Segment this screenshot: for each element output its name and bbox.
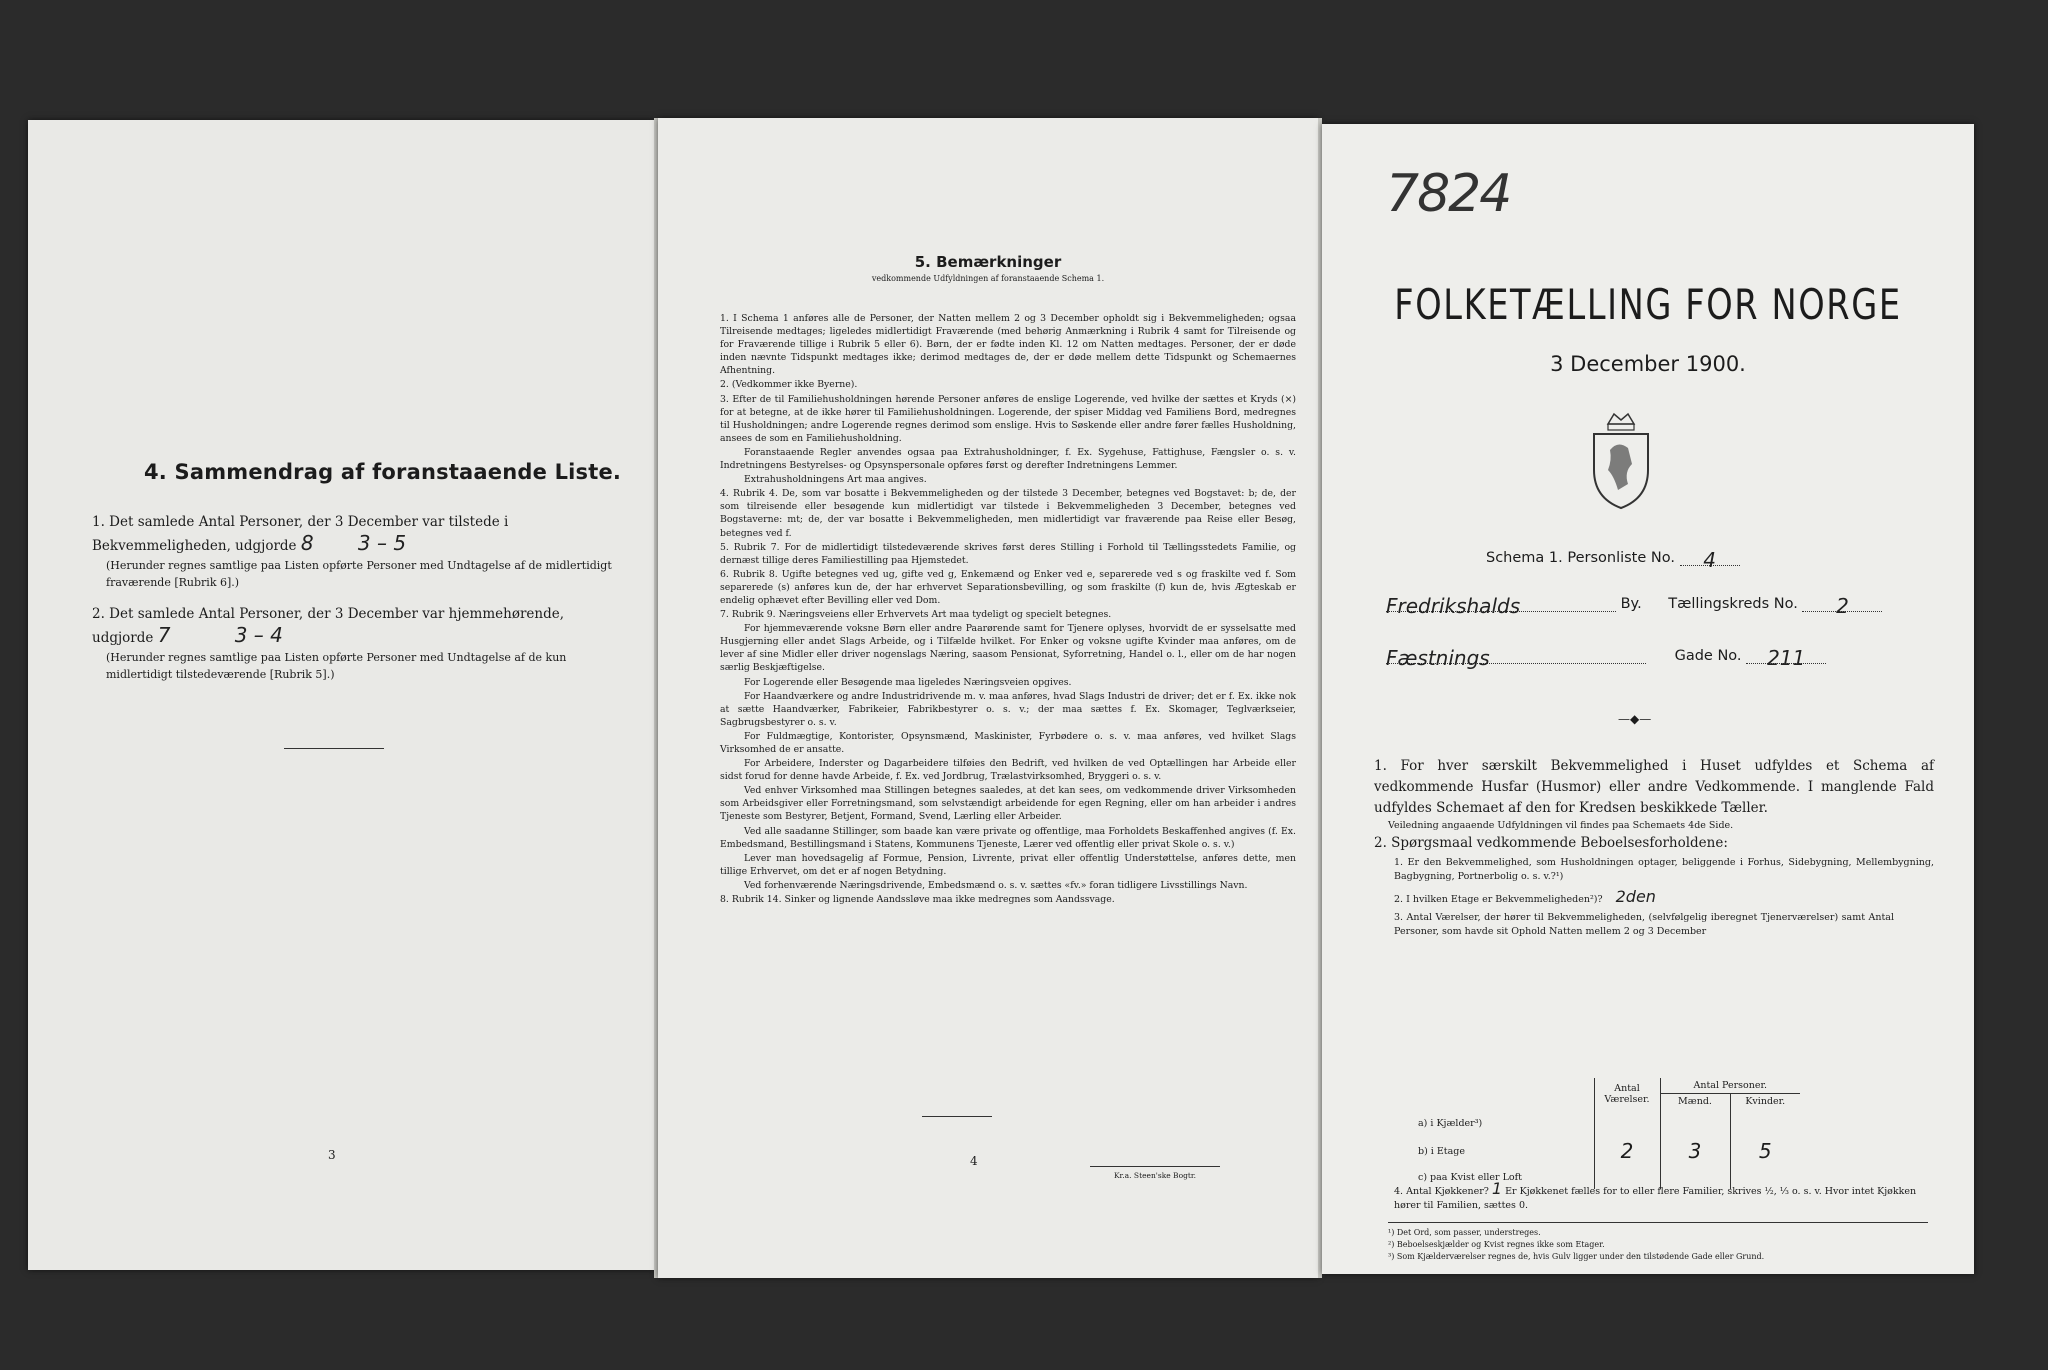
remark-paragraph: For Haandværkere og andre Industridrivende m. v. maa anføres, hvad Slags Industri de driver; det er f. Ex. ikke nok at sætte Haandværker, Fabrikeier, Fabrikbestyrer o. s. v.; der maa sættes f. Ex. Skomager, Teglværkseier, Sagbrugsbestyrer o. s. v.: [720, 690, 1296, 728]
question-4: [1394, 1179, 1934, 1213]
footnote: ²) Beboelseskjælder og Kvist regnes ikke som Etager.: [1388, 1240, 1605, 1249]
page-number-middle: 4: [970, 1154, 978, 1168]
instruction-1: 1. For hver særskilt Bekvemmelighed i Huset udfyldes et Schema af vedkommende Husfar (Husmor) eller andre Vedkommende. I manglende Fald udfyldes Schemaet af den for Kredsen beskikkede Tæller.: [1374, 758, 1934, 816]
summary-item-2-value: 7: [157, 623, 171, 647]
instruction-1-note: Veiledning angaaende Udfyldningen vil findes paa Schemaets 4de Side.: [1388, 820, 1734, 831]
remarks-subheading: vedkommende Udfyldningen af foranstaaende Schema 1.: [871, 274, 1105, 283]
page-number-left: 3: [328, 1148, 336, 1162]
remark-paragraph: Ved forhenværende Næringsdrivende, Embedsmænd o. s. v. sættes «fv.» foran tidligere Livsstillings Navn.: [744, 879, 1248, 891]
remark-paragraph: Ved enhver Virksomhed maa Stillingen betegnes saaledes, at det kan sees, om vedkommende driver Virksomheden som Arbeidsgiver eller Forretningsmand, som selvstændigt arbeidende for egen Regning, eller om han arbeider i andres Tjeneste som Bestyrer, Betjent, Formand, Svend, Lærling eller Arbeider.: [720, 785, 1296, 823]
personliste-number-field[interactable]: 4: [1680, 548, 1740, 566]
divider: [922, 1116, 992, 1117]
row-label: c) paa Kvist eller Loft: [1418, 1171, 1522, 1183]
instruction-2: 2. Spørgsmaal vedkommende Beboelsesforholdene:: [1374, 835, 1728, 851]
by-label: By.: [1620, 596, 1642, 612]
city-line: [1386, 594, 1882, 618]
question-2: [1374, 887, 1934, 907]
street-field[interactable]: Fæstnings: [1386, 646, 1646, 664]
remarks-heading: 5. Bemærkninger: [914, 253, 1062, 271]
row-label: b) i Etage: [1418, 1145, 1465, 1157]
remark-paragraph: Extrahusholdningens Art maa angives.: [744, 474, 927, 486]
remark-paragraph: For Fuldmægtige, Kontorister, Opsynsmænd, Maskinister, Fyrbødere o. s. v. maa anføres, ved hvilket Slags Virksomhed de er ansatte.: [720, 730, 1296, 755]
etage-field[interactable]: 2den: [1615, 887, 1656, 906]
summary-item-2: [92, 604, 622, 683]
district-label: Tællingskreds No.: [1668, 596, 1798, 612]
question-1: 1. Er den Bekvemmelighed, som Husholdningen optager, beliggende i Forhus, Sidebygning, Mellembygning, Bagbygning, Portnerbolig o. s. v.?¹): [1394, 857, 1934, 882]
district-number-field[interactable]: 2: [1802, 594, 1882, 612]
summary-item-1-text: 1. Det samlede Antal Personer, der 3 December var tilstede i Bekvemmeligheden, udgjorde: [92, 514, 509, 554]
remark-paragraph: Lever man hovedsagelig af Formue, Pension, Livrente, privat eller offentlig Understøttelse, anføres dette, men tillige Erhvervet, om det er af nogen Betydning.: [720, 852, 1296, 877]
summary-item-2-note: (Herunder regnes samtlige paa Listen opførte Personer med Undtagelse af de kun midlertidigt tilstedeværende [Rubrik 5].): [106, 651, 567, 681]
remarks-text: [720, 312, 1296, 907]
remark-paragraph: 2. (Vedkommer ikke Byerne).: [720, 379, 858, 391]
rooms-table: [1414, 1078, 1800, 1189]
table-spacer: [1414, 1094, 1594, 1110]
printer-imprint: Kr.a. Steen'ske Bogtr.: [1090, 1166, 1220, 1180]
street-line: [1386, 646, 1826, 670]
summary-item-1-value: 8: [300, 531, 314, 555]
ornament-divider-icon: —◆—: [1618, 712, 1652, 726]
rooms-cell[interactable]: [1594, 1109, 1660, 1137]
remark-paragraph: 8. Rubrik 14. Sinker og lignende Aandssløve maa ikke medregnes som Aandssvage.: [720, 894, 1115, 906]
question-3: 3. Antal Værelser, der hører til Bekvemmeligheden, (selvfølgelig iberegnet Tjenerværelser) samt Antal Personer, som havde sit Ophold Natten mellem 2 og 3 December: [1394, 912, 1894, 937]
schema-line: [1486, 548, 1740, 572]
col-header-rooms: Antal Værelser.: [1594, 1078, 1660, 1109]
summary-item-1-note: (Herunder regnes samtlige paa Listen opførte Personer med Undtagelse af de midlertidigt fraværende [Rubrik 6].): [106, 559, 612, 589]
remark-paragraph: For Arbeidere, Inderster og Dagarbeidere tilføies den Bedrift, ved hvilken de ved Optællingen har Arbeide eller sidst forud for denne havde Arbeide, f. Ex. ved Jordbrug, Trælastvirksomhed, Bryggeri o. s. v.: [720, 758, 1296, 783]
remark-paragraph: 6. Rubrik 8. Ugifte betegnes ved ug, gifte ved g, Enkemænd og Enker ved e, separerede ved s og fraskilte ved f. Som separerede (s) anføres kun de, der har erhvervet Separationsbevilling, og som fraskilte (f) kun de, hvis Ægteskab er endelig ophævet efter Bevilling eller ved Dom.: [720, 568, 1296, 606]
schema-label: Schema 1. Personliste No.: [1486, 550, 1675, 566]
archive-serial: 7824: [1386, 164, 1511, 224]
remark-paragraph: 3. Efter de til Familiehusholdningen hørende Personer anføres de enslige Logerende, ved hvilke der sættes et Kryds (×) for at betegne, at de ikke hører til Familiehusholdningen. Logerende, der spiser Middag ved Familiens Bord, medregnes til Husholdningen; andre Logerende regnes derimod som enslige. Hvis to Søskende eller andre fører fælles Husholdning, ansees de som en Familiehusholdning.: [720, 393, 1296, 444]
divider: [284, 748, 384, 749]
table-corner: [1414, 1078, 1594, 1094]
summary-heading: 4. Sammendrag af foranstaaende Liste.: [144, 460, 622, 484]
footnote: ¹) Det Ord, som passer, understreges.: [1388, 1228, 1541, 1237]
summary-item-2-text: 2. Det samlede Antal Personer, der 3 December var hjemmehørende, udgjorde: [92, 606, 565, 646]
footnote: ³) Som Kjælderværelser regnes de, hvis Gulv ligger under den tilstødende Gade eller Grund.: [1388, 1252, 1765, 1261]
question-2-text: 2. I hvilken Etage er Bekvemmeligheden²)?: [1394, 894, 1603, 905]
women-cell[interactable]: [1730, 1109, 1800, 1137]
summary-item-2-split: 3 – 4: [234, 623, 283, 647]
page-left: [28, 120, 654, 1270]
table-row: [1414, 1109, 1800, 1137]
city-field[interactable]: Fredrikshalds: [1386, 594, 1616, 612]
gade-number-field[interactable]: 211: [1746, 646, 1826, 664]
col-header-men: Mænd.: [1660, 1094, 1730, 1110]
instructions: [1374, 756, 1934, 939]
table-row: [1414, 1137, 1800, 1165]
page-middle: [658, 118, 1318, 1278]
remark-paragraph: For hjemmeværende voksne Børn eller andre Paarørende samt for Tjenere oplyses, hvorvidt de er sysselsatte med Husgjerning eller andet Slags Arbeide, og i Tilfælde hvilket. For Enker og voksne ugifte Kvinder maa anføres, om de lever af sine Midler eller driver nogenslags Næring, saasom Pensionat, Syforretning, Handel o. l., eller om de har nogen særlig Beskjæftigelse.: [720, 623, 1296, 674]
census-title: FOLKETÆLLING FOR NORGE: [1394, 280, 1902, 329]
gade-label: Gade No.: [1674, 648, 1742, 664]
footnotes: [1388, 1222, 1928, 1263]
col-header-women: Kvinder.: [1730, 1094, 1800, 1110]
remark-paragraph: 5. Rubrik 7. For de midlertidigt tilstedeværende skrives først deres Stilling i Forhold til Tællingsstedets Familie, og dernæst tillige deres Familiestilling paa Hjemstedet.: [720, 541, 1296, 566]
question-4-text: 4. Antal Kjøkkener?: [1394, 1186, 1489, 1197]
kitchens-field[interactable]: 1: [1491, 1179, 1503, 1198]
summary-item-1: [92, 512, 622, 591]
page-right: [1322, 124, 1974, 1274]
rooms-cell[interactable]: 2: [1594, 1137, 1660, 1165]
remark-paragraph: For Logerende eller Besøgende maa ligeledes Næringsveien opgives.: [744, 676, 1072, 688]
remark-paragraph: 1. I Schema 1 anføres alle de Personer, der Natten mellem 2 og 3 December opholdt sig i Bekvemmeligheden; ogsaa Tilreisende medtages; ligeledes midlertidigt Fraværende (med behørig Anmærkning i Rubrik 4 samt for Tilreisende og for Fraværende tillige i Rubrik 5 eller 6). Børn, der er fødte inden Kl. 12 om Natten medtages. Personer, der er døde inden nævnte Tidspunkt medtages ikke; derimod medtages de, der er døde mellem dette Tidspunkt og Schemaernes Afhentning.: [720, 313, 1296, 377]
remark-paragraph: 7. Rubrik 9. Næringsveiens eller Erhvervets Art maa tydeligt og specielt betegnes.: [720, 609, 1112, 621]
women-cell[interactable]: 5: [1730, 1137, 1800, 1165]
remark-paragraph: Ved alle saadanne Stillinger, som baade kan være private og offentlige, maa Forholdets Beskaffenhed angives (f. Ex. Embedsmand, Bestillingsmand i Statens, Kommunens Tjeneste, Lærer ved offentlig eller privat Skole o. s. v.): [720, 825, 1296, 850]
summary-item-1-split: 3 – 5: [357, 531, 407, 555]
remark-paragraph: Foranstaaende Regler anvendes ogsaa paa Extrahusholdninger, f. Ex. Sygehuse, Fattighuse, Fængsler o. s. v. Indretningens Bestyrelses- og Opsynspersonale opføres først og derefter Indretningens Lemmer.: [720, 446, 1296, 472]
men-cell[interactable]: [1660, 1109, 1730, 1137]
remark-paragraph: 4. Rubrik 4. De, som var bosatte i Bekvemmeligheden og der tilstede 3 December, betegnes ved Bogstavet: b; de, der som tilreisende eller besøgende kun midlertidigt var tilstede i Bekvemmeligheden 3 December, betegnes ved Bogstaverne: mt; de, der var bosatte i Bekvemmeligheden, men midlertidigt var fraværende paa Reise eller Besøg, betegnes ved f.: [720, 488, 1296, 539]
col-header-persons: Antal Personer.: [1660, 1078, 1800, 1094]
census-date: 3 December 1900.: [1550, 352, 1746, 376]
row-label: a) i Kjælder³): [1418, 1117, 1483, 1129]
coat-of-arms-icon: [1584, 410, 1658, 510]
men-cell[interactable]: 3: [1660, 1137, 1730, 1165]
question-4-rest: Er Kjøkkenet fælles for to eller flere Familier, skrives ½, ⅓ o. s. v. Hvor intet Kjøkken hører til Familien, sættes 0.: [1394, 1186, 1917, 1211]
